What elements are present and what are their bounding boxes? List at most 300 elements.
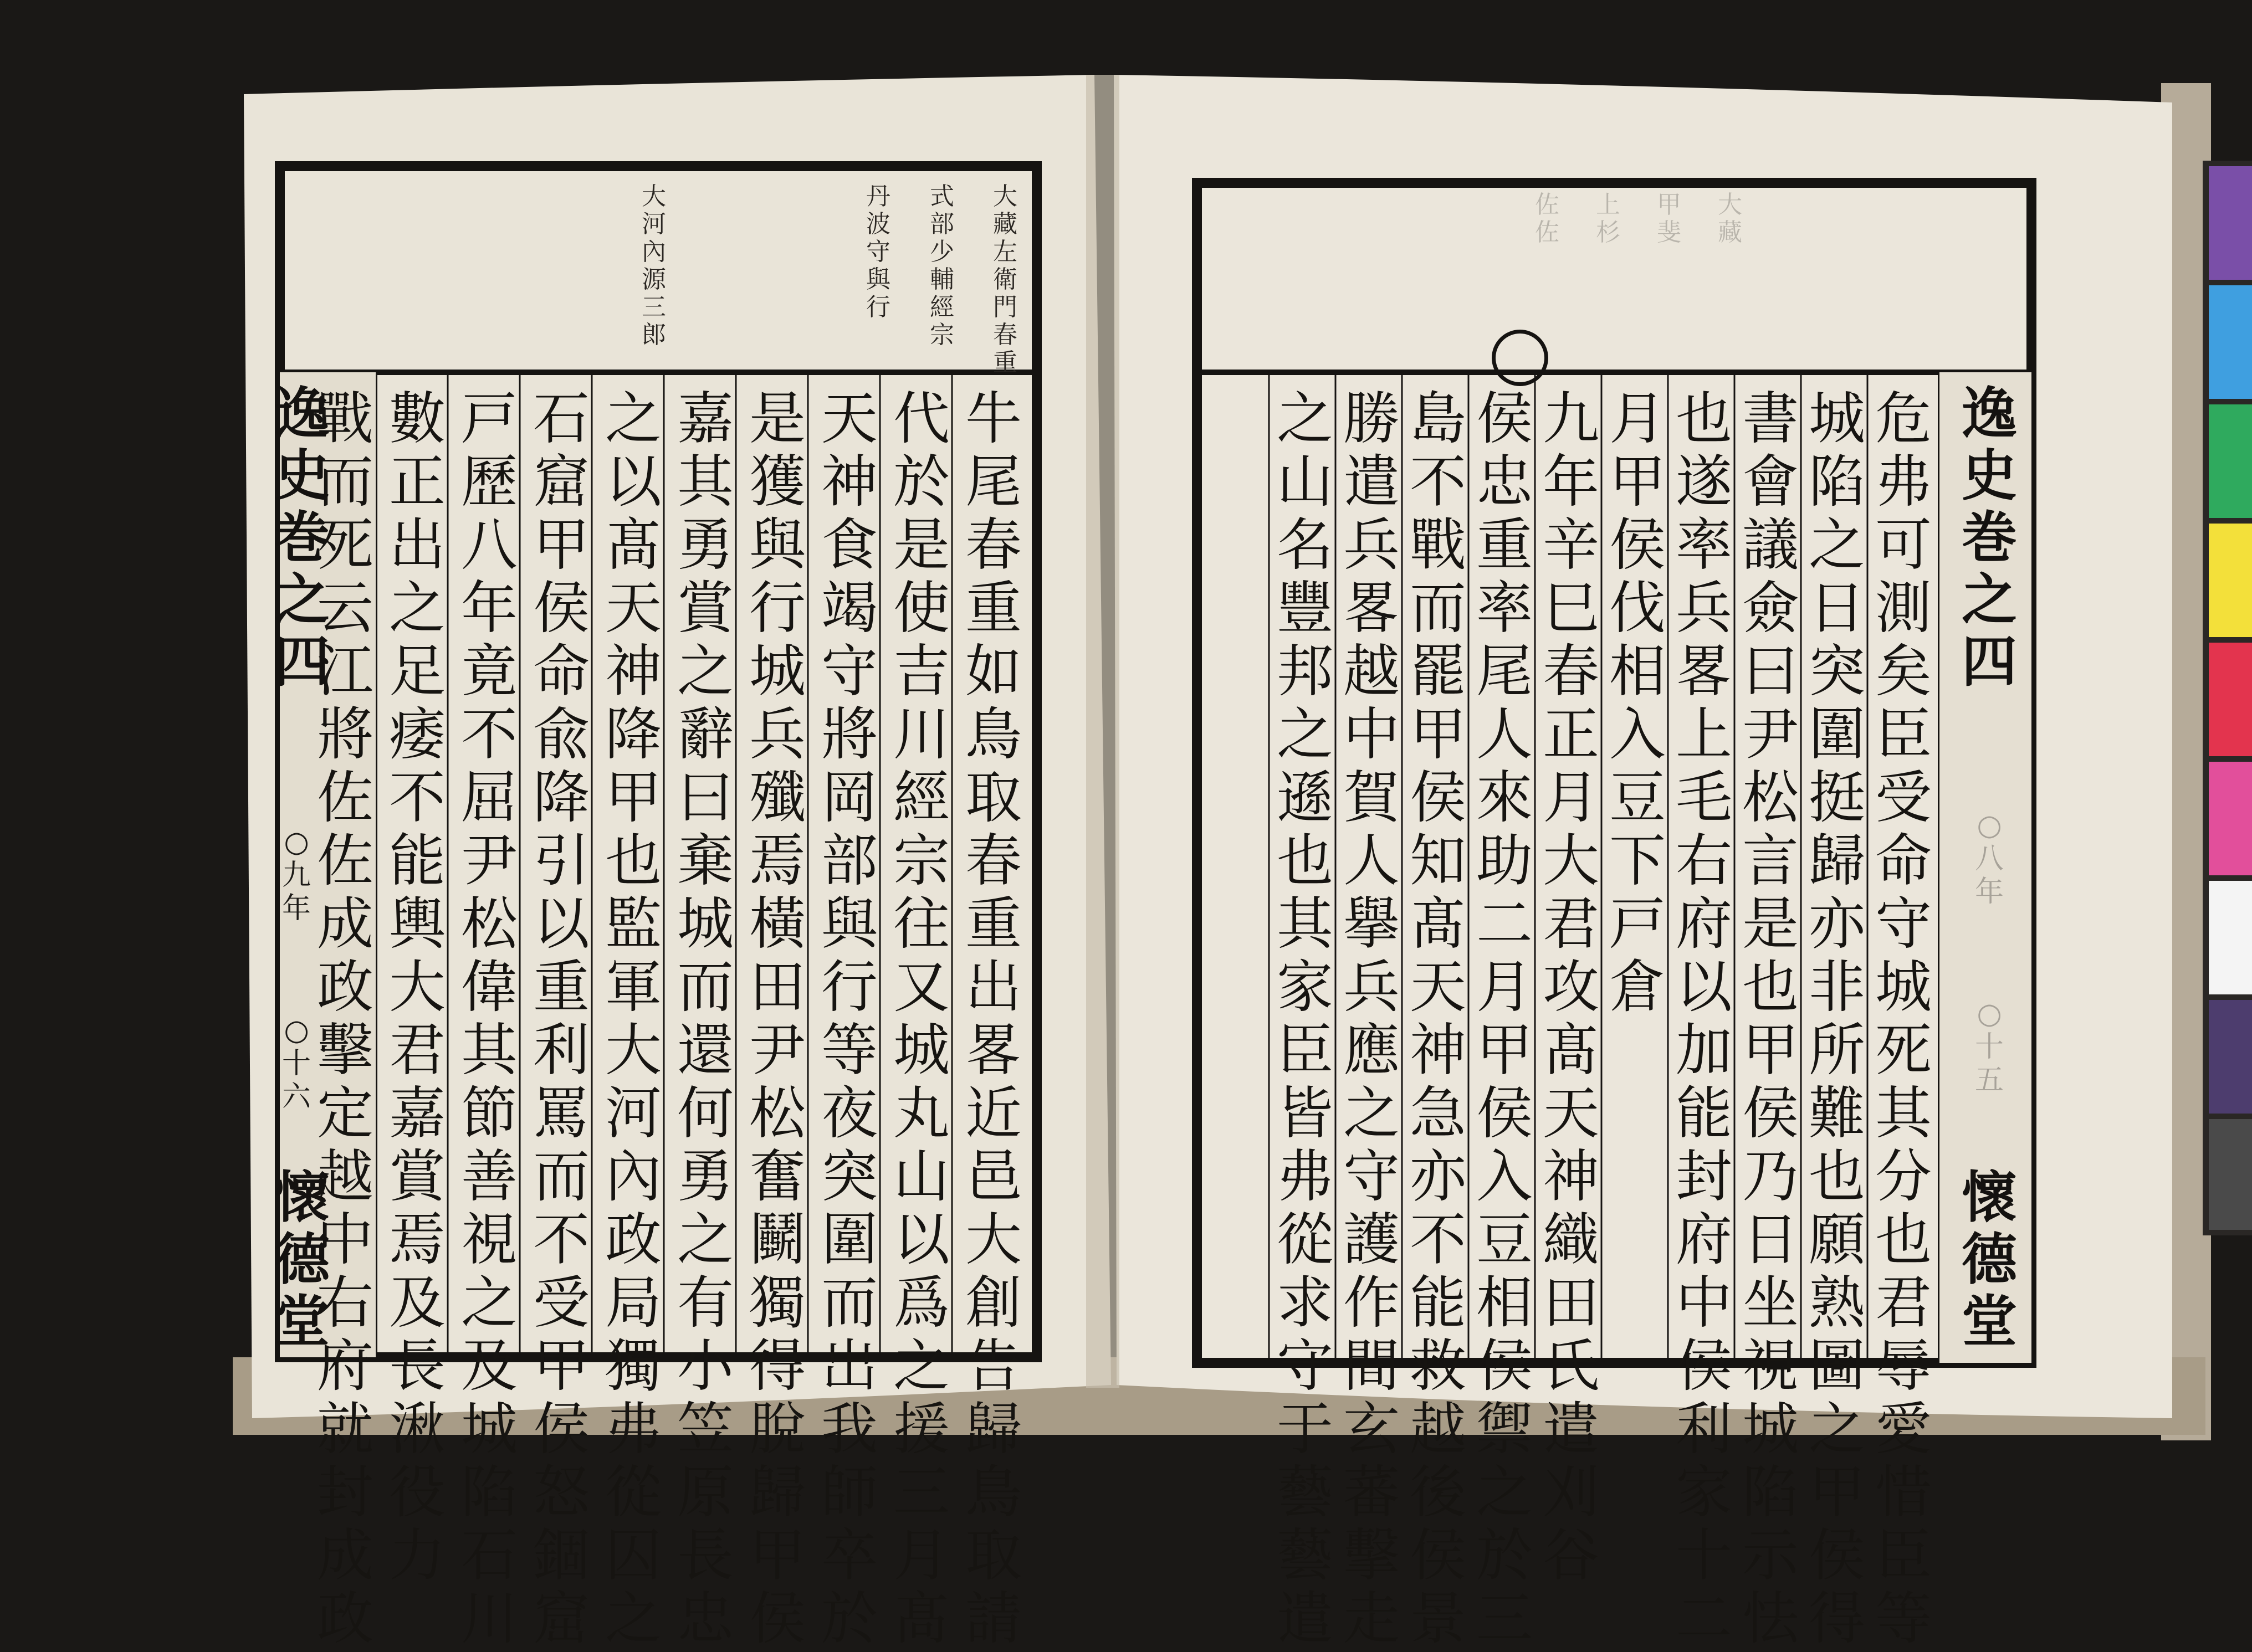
glyph: 山 — [893, 1144, 950, 1210]
glyph: 怒 — [533, 1460, 590, 1526]
glyph: 甲 — [1657, 191, 1681, 219]
glyph: 視 — [461, 1207, 518, 1273]
glyph: 佐 — [1535, 191, 1559, 219]
glyph: 城 — [677, 891, 734, 957]
glyph: 議 — [1742, 512, 1799, 578]
glyph: 遜 — [1277, 765, 1333, 831]
glyph: 邑 — [965, 1144, 1022, 1210]
glyph: ○ — [284, 825, 309, 859]
glyph: 刈 — [1543, 1460, 1599, 1526]
glyph: 足 — [389, 639, 446, 705]
glyph: 五 — [1974, 1064, 2004, 1097]
left-text-column — [747, 388, 808, 1651]
glyph: 間 — [1343, 1333, 1400, 1399]
glyph: 節 — [461, 1081, 518, 1147]
glyph: 熟 — [1809, 1270, 1865, 1336]
glyph: 求 — [1277, 1270, 1333, 1336]
glyph: 將 — [821, 702, 878, 768]
glyph: 月 — [893, 1523, 950, 1589]
right-margin-note — [1970, 809, 2009, 909]
glyph: 吉 — [893, 639, 950, 705]
glyph: 九 — [282, 859, 311, 892]
right-text-column — [1740, 388, 1801, 1651]
glyph: 神 — [1543, 1144, 1599, 1210]
glyph: 偉 — [461, 955, 518, 1020]
glyph: 甲 — [1742, 1018, 1799, 1084]
glyph: 長 — [677, 1523, 734, 1589]
glyph: 其 — [677, 449, 734, 515]
glyph: 非 — [1809, 955, 1865, 1020]
glyph: 食 — [821, 512, 878, 578]
glyph: 島 — [1410, 386, 1466, 452]
glyph: 大 — [1718, 191, 1742, 219]
glyph: 請 — [965, 1586, 1022, 1652]
glyph: 戰 — [1410, 512, 1466, 578]
glyph: 人 — [1476, 702, 1533, 768]
glyph: 辛 — [1543, 512, 1599, 578]
glyph: 以 — [605, 449, 662, 515]
glyph: 侯 — [533, 576, 590, 642]
glyph: 曰 — [1742, 639, 1799, 705]
glyph: 越 — [317, 1144, 373, 1210]
glyph: 之 — [1277, 386, 1333, 452]
glyph: 甲 — [1410, 702, 1466, 768]
glyph: 爲 — [893, 1270, 950, 1336]
glyph: 源 — [642, 265, 666, 294]
glyph: 及 — [389, 1270, 446, 1336]
glyph: 中 — [1676, 1270, 1732, 1336]
left-margin-note — [277, 1014, 316, 1114]
glyph: 得 — [749, 1333, 806, 1399]
glyph: 於 — [893, 449, 950, 515]
glyph: 倉 — [1609, 955, 1666, 1020]
glyph: 擊 — [1343, 1523, 1400, 1589]
glyph: 衛 — [993, 265, 1017, 294]
left-text-column — [531, 388, 592, 1651]
calibration-swatch — [2209, 404, 2252, 518]
glyph: 不 — [533, 1207, 590, 1273]
glyph: 之 — [677, 1207, 734, 1273]
glyph: 賞 — [677, 576, 734, 642]
glyph: 近 — [965, 1081, 1022, 1147]
glyph: 尹 — [461, 828, 518, 894]
glyph: 加 — [1676, 1018, 1732, 1084]
glyph: 卒 — [821, 1523, 878, 1589]
right-text-column — [1873, 388, 1934, 1651]
calibration-swatch — [2209, 524, 2252, 637]
glyph: 丸 — [893, 1081, 950, 1147]
glyph: 兵 — [1343, 955, 1400, 1020]
glyph: 君 — [389, 1018, 446, 1084]
glyph: 圖 — [1809, 1333, 1865, 1399]
glyph: 八 — [1974, 842, 2004, 875]
glyph: 逸 — [274, 381, 330, 446]
glyph: 陷 — [461, 1460, 518, 1526]
glyph: 力 — [389, 1523, 446, 1589]
glyph: 江 — [317, 639, 373, 705]
calibration-swatch — [2209, 881, 2252, 994]
glyph: 髙 — [1410, 891, 1466, 957]
paragraph-mark-circle — [1492, 330, 1548, 386]
glyph: 府 — [317, 1333, 373, 1399]
glyph: 侯 — [1476, 386, 1533, 452]
left-printer-mark — [272, 1166, 332, 1352]
glyph: ○ — [1977, 997, 2002, 1030]
glyph: 之 — [1277, 702, 1333, 768]
glyph: 大 — [1543, 828, 1599, 894]
glyph: 城 — [893, 1018, 950, 1084]
glyph: 豆 — [1609, 765, 1666, 831]
glyph: 行 — [866, 293, 890, 321]
glyph: 死 — [317, 512, 373, 578]
right-text-column — [1540, 388, 1601, 1588]
glyph: 政 — [317, 955, 373, 1020]
glyph: 玄 — [1343, 1397, 1400, 1463]
glyph: 師 — [821, 1460, 878, 1526]
glyph: 左 — [993, 238, 1017, 266]
glyph: 四 — [274, 629, 330, 694]
glyph: 四 — [1962, 629, 2017, 694]
glyph: 遣 — [1343, 449, 1400, 515]
glyph: 兵 — [1343, 512, 1400, 578]
glyph: 局 — [605, 1270, 662, 1336]
glyph: 織 — [1543, 1207, 1599, 1273]
glyph: ○ — [1977, 809, 2002, 842]
glyph: 正 — [389, 449, 446, 515]
glyph: 陷 — [1809, 449, 1865, 515]
glyph: 十 — [1676, 1523, 1732, 1589]
glyph: 正 — [1543, 702, 1599, 768]
glyph: 竟 — [461, 639, 518, 705]
glyph: 城 — [1809, 386, 1865, 452]
glyph: 蕃 — [1343, 1460, 1400, 1526]
glyph: 突 — [1809, 639, 1865, 705]
glyph: 軍 — [605, 955, 662, 1020]
right-text-column — [1341, 388, 1402, 1651]
glyph: 言 — [1742, 828, 1799, 894]
glyph: 月 — [1476, 955, 1533, 1020]
glyph: 皆 — [1277, 1081, 1333, 1147]
glyph: 大 — [965, 1207, 1022, 1273]
glyph: 役 — [389, 1460, 446, 1526]
glyph: 佐 — [317, 765, 373, 831]
glyph: 也 — [1809, 1144, 1865, 1210]
glyph: 也 — [1742, 955, 1799, 1020]
glyph: 其 — [461, 1018, 518, 1084]
glyph: 懷 — [1962, 1164, 2017, 1230]
glyph: 囚 — [605, 1523, 662, 1589]
glyph: 越 — [1410, 1397, 1466, 1463]
glyph: 就 — [317, 1397, 373, 1463]
left-header-gloss — [862, 183, 895, 321]
right-text-column — [1474, 388, 1535, 1651]
glyph: 將 — [317, 702, 373, 768]
glyph: 能 — [1676, 1081, 1732, 1147]
glyph: 內 — [605, 1144, 662, 1210]
glyph: 於 — [821, 1586, 878, 1652]
glyph: 石 — [533, 386, 590, 452]
glyph: 從 — [1277, 1207, 1333, 1273]
glyph: 辭 — [677, 702, 734, 768]
glyph: 之 — [677, 639, 734, 705]
calibration-swatch — [2209, 166, 2252, 280]
glyph: 年 — [1543, 449, 1599, 515]
glyph: 春 — [965, 828, 1022, 894]
calibration-swatch — [2209, 762, 2252, 875]
glyph: 越 — [1343, 639, 1400, 705]
glyph: 毛 — [1676, 765, 1732, 831]
glyph: 少 — [930, 238, 954, 266]
glyph: 守 — [1343, 1144, 1400, 1210]
glyph: 笠 — [677, 1397, 734, 1463]
glyph: 遂 — [1676, 449, 1732, 515]
glyph: 鳥 — [965, 702, 1022, 768]
glyph: 大 — [642, 182, 666, 211]
glyph: 還 — [677, 1018, 734, 1084]
glyph: 行 — [749, 576, 806, 642]
glyph: 右 — [317, 1270, 373, 1336]
glyph: 代 — [893, 386, 950, 452]
glyph: 利 — [533, 1018, 590, 1084]
glyph: 輿 — [389, 891, 446, 957]
glyph: 杉 — [1596, 218, 1620, 247]
glyph: 藏 — [1718, 218, 1742, 247]
glyph: 率 — [1676, 512, 1732, 578]
glyph: 等 — [1875, 1586, 1932, 1652]
glyph: 出 — [389, 512, 446, 578]
glyph: 宗 — [930, 321, 954, 349]
glyph: 堂 — [274, 1289, 330, 1354]
glyph: 其 — [1277, 891, 1333, 957]
glyph: 斐 — [1657, 218, 1681, 247]
glyph: 其 — [1875, 1081, 1932, 1147]
glyph: 藏 — [993, 210, 1017, 238]
glyph: 乃 — [1742, 1144, 1799, 1210]
glyph: 大 — [993, 182, 1017, 211]
glyph: 川 — [461, 1586, 518, 1652]
glyph: 臣 — [1875, 702, 1932, 768]
glyph: 等 — [821, 1018, 878, 1084]
glyph: 侯 — [1742, 1081, 1799, 1147]
glyph: 是 — [893, 512, 950, 578]
glyph: 甲 — [749, 1523, 806, 1589]
glyph: 兵 — [749, 702, 806, 768]
glyph: 府 — [1676, 891, 1732, 957]
glyph: 戸 — [461, 386, 518, 452]
glyph: 屈 — [461, 765, 518, 831]
glyph: 髙 — [1543, 1018, 1599, 1084]
glyph: ○ — [284, 1014, 309, 1047]
glyph: 之 — [389, 576, 446, 642]
glyph: 人 — [1343, 828, 1400, 894]
glyph: 君 — [1875, 1270, 1932, 1336]
glyph: 逸 — [1962, 381, 2017, 446]
glyph: 賞 — [389, 1144, 446, 1210]
glyph: 名 — [1277, 512, 1333, 578]
glyph: 錮 — [533, 1523, 590, 1589]
glyph: 擧 — [1343, 891, 1400, 957]
calibration-swatch — [2209, 285, 2252, 399]
glyph: 守 — [821, 639, 878, 705]
glyph: 監 — [605, 891, 662, 957]
glyph: 重 — [965, 891, 1022, 957]
glyph: 命 — [1875, 828, 1932, 894]
glyph: 挺 — [1809, 765, 1865, 831]
glyph: 懷 — [274, 1164, 330, 1230]
glyph: 河 — [642, 210, 666, 238]
glyph: 禦 — [1476, 1397, 1533, 1463]
glyph: 重 — [1476, 512, 1533, 578]
glyph: 歸 — [749, 1460, 806, 1526]
glyph: 田 — [749, 955, 806, 1020]
glyph: 歸 — [965, 1397, 1022, 1463]
glyph: 鬭 — [749, 1207, 806, 1273]
glyph: 二 — [1476, 891, 1533, 957]
glyph: 痿 — [389, 702, 446, 768]
glyph: 大 — [605, 1018, 662, 1084]
glyph: 遣 — [1543, 1397, 1599, 1463]
glyph: 於 — [1476, 1523, 1533, 1589]
glyph: 相 — [1609, 639, 1666, 705]
glyph: 忠 — [677, 1586, 734, 1652]
glyph: 府 — [1676, 1207, 1732, 1273]
glyph: 告 — [965, 1333, 1022, 1399]
glyph: 田 — [1543, 1270, 1599, 1336]
glyph: 松 — [461, 891, 518, 957]
glyph: 兪 — [533, 702, 590, 768]
glyph: 亦 — [1410, 1144, 1466, 1210]
glyph: 弗 — [605, 1397, 662, 1463]
glyph: 政 — [317, 1586, 373, 1652]
glyph: 經 — [930, 293, 954, 321]
glyph: 上 — [1596, 191, 1620, 219]
right-text-column — [1806, 388, 1867, 1651]
glyph: 之 — [1809, 1397, 1865, 1463]
glyph: 侯 — [1609, 512, 1666, 578]
glyph: 大 — [389, 955, 446, 1020]
glyph: 于 — [1277, 1397, 1333, 1463]
calibration-swatch — [2209, 1000, 2252, 1114]
glyph: 亦 — [1809, 891, 1865, 957]
glyph: 尾 — [1476, 639, 1533, 705]
glyph: 封 — [317, 1460, 373, 1526]
glyph: 奮 — [749, 1144, 806, 1210]
glyph: 我 — [821, 1397, 878, 1463]
glyph: 神 — [1410, 1018, 1466, 1084]
gutter-shadow — [1086, 75, 1119, 1388]
glyph: 數 — [389, 386, 446, 452]
glyph: 率 — [1476, 576, 1533, 642]
glyph: 川 — [893, 702, 950, 768]
glyph: 中 — [1343, 702, 1400, 768]
glyph: 入 — [1609, 702, 1666, 768]
glyph: 命 — [533, 639, 590, 705]
glyph: 往 — [893, 891, 950, 957]
glyph: 甲 — [1809, 1460, 1865, 1526]
right-header-gloss — [1713, 191, 1747, 247]
glyph: 出 — [965, 955, 1022, 1020]
glyph: 罷 — [1410, 639, 1466, 705]
glyph: 與 — [749, 512, 806, 578]
glyph: 也 — [1277, 828, 1333, 894]
glyph: 豐 — [1277, 576, 1333, 642]
glyph: 長 — [389, 1333, 446, 1399]
glyph: 春 — [1543, 639, 1599, 705]
glyph: 巻 — [274, 505, 330, 570]
glyph: 可 — [1875, 512, 1932, 578]
left-text-column — [387, 388, 448, 1588]
glyph: 行 — [821, 955, 878, 1020]
glyph: 松 — [1742, 765, 1799, 831]
glyph: 善 — [461, 1144, 518, 1210]
right-running-head — [1959, 382, 2020, 692]
glyph: 使 — [893, 576, 950, 642]
glyph: 僉 — [1742, 576, 1799, 642]
glyph: 之 — [1962, 567, 2017, 632]
right-text-column — [1607, 388, 1668, 1019]
glyph: 護 — [1343, 1207, 1400, 1273]
glyph: 突 — [821, 1144, 878, 1210]
left-running-head — [272, 382, 332, 692]
glyph: 九 — [1543, 386, 1599, 452]
left-header-gloss — [925, 183, 959, 349]
glyph: 知 — [1410, 828, 1466, 894]
glyph: 以 — [1676, 955, 1732, 1020]
glyph: 而 — [533, 1144, 590, 1210]
glyph: 小 — [677, 1333, 734, 1399]
left-header-gloss — [637, 183, 671, 349]
glyph: 後 — [1410, 1460, 1466, 1526]
calibration-swatch — [2209, 643, 2252, 756]
glyph: 而 — [821, 1270, 878, 1336]
glyph: 曰 — [677, 765, 734, 831]
glyph: 忠 — [1476, 449, 1533, 515]
glyph: 守 — [866, 238, 890, 266]
glyph: 豆 — [1476, 1207, 1533, 1273]
glyph: 戸 — [1609, 891, 1666, 957]
glyph: 與 — [866, 265, 890, 294]
glyph: 氏 — [1543, 1333, 1599, 1399]
glyph: 德 — [1962, 1227, 2017, 1292]
glyph: 書 — [1742, 386, 1799, 452]
glyph: 而 — [677, 955, 734, 1020]
glyph: 侯 — [1809, 1523, 1865, 1589]
glyph: 之 — [605, 386, 662, 452]
glyph: 橫 — [749, 891, 806, 957]
glyph: 月 — [1609, 386, 1666, 452]
glyph: 臣 — [1875, 1523, 1932, 1589]
glyph: 右 — [1676, 828, 1732, 894]
glyph: 怯 — [1742, 1586, 1799, 1652]
glyph: 中 — [317, 1207, 373, 1273]
glyph: 伐 — [1609, 576, 1666, 642]
glyph: 城 — [1742, 1397, 1799, 1463]
glyph: 勇 — [677, 1144, 734, 1210]
glyph: 藝 — [1277, 1460, 1333, 1526]
glyph: 春 — [993, 321, 1017, 349]
glyph: 成 — [317, 1523, 373, 1589]
left-margin-note — [277, 825, 316, 925]
glyph: 神 — [605, 639, 662, 705]
glyph: 攻 — [1543, 955, 1599, 1020]
glyph: 三 — [893, 1460, 950, 1526]
glyph: 之 — [274, 567, 330, 632]
glyph: 不 — [389, 765, 446, 831]
right-text-column — [1275, 388, 1335, 1651]
glyph: 石 — [461, 1523, 518, 1589]
glyph: 日 — [1742, 1207, 1799, 1273]
glyph: 家 — [1277, 955, 1333, 1020]
